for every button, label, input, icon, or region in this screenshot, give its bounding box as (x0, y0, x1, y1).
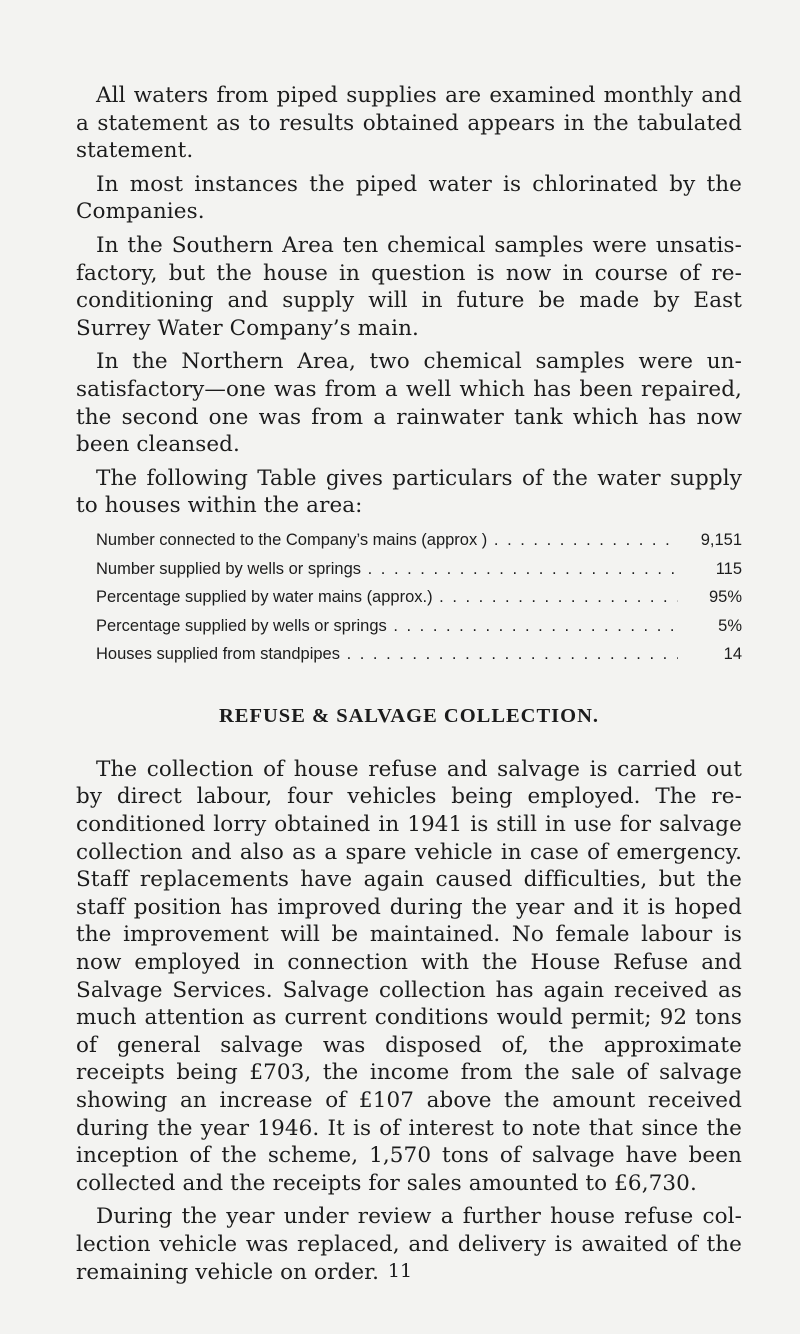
paragraph-vehicle-replacement: During the year under review a further house refuse col-lection vehicle was replaced, and delivery is awaited of the remaining vehicle on order. (76, 1204, 742, 1285)
table-row (76, 640, 742, 669)
water-supply-table (76, 526, 742, 669)
paragraph-refuse-collection: The collection of house refuse and salvage is carried out by direct labour, four vehicles being employed. The re-conditioned lorry obtained in 1941 is still in use for salvage collection and also as a spare vehicle in case of emergency. Staff replacements have again caused difficulties, but the staff position has improved during the year and it is hoped the improvement will be maintained. No female labour is now employed in connection with the House Refuse and Salvage Services. Salvage collection has again received as much attention as current conditions would permit; 92 tons of general salvage was disposed of, the approximate receipts being £703, the income from the sale of salvage showing an increase of £107 above the amount received during the year 1946. It is of interest to note that since the inception of the scheme, 1,570 tons of salvage have been collected and the receipts for sales amounted to £6,730. (76, 756, 742, 1196)
section-heading: REFUSE & SALVAGE COLLECTION. (218, 704, 599, 727)
table-row (76, 612, 742, 641)
paragraph-table-intro: The following Table gives particulars of the water supply to houses within the area: (76, 465, 742, 519)
table-row (76, 583, 742, 612)
table-row (76, 526, 742, 555)
row-label: Number connected to the Company’s mains (approx ) . . . (96, 526, 678, 555)
row-value: 14 (723, 645, 742, 664)
row-label: Houses supplied from standpipes . . . (96, 640, 678, 669)
paragraph-southern-area: In the Southern Area ten chemical samples were unsatis-factory, but the house in question is now in course of re-conditioning and supply will in future be made by East Surrey Water Company’s main. (76, 232, 742, 341)
paragraph-monthly-examination: All waters from piped supplies are examined monthly and a statement as to results obtained appears in the tabulated statement. (76, 83, 742, 164)
row-value: 95% (708, 588, 742, 607)
row-label: Percentage supplied by water mains (approx.) . . . (96, 583, 678, 612)
row-value: 5% (718, 616, 742, 635)
page-number: 11 (387, 1260, 413, 1282)
row-label: Number supplied by wells or springs . . . (96, 555, 678, 584)
paragraph-northern-area: In the Northern Area, two chemical samples were un-satisfactory—one was from a well which has been repaired, the second one was from a rainwater tank which has now been cleansed. (76, 349, 742, 458)
paragraph-chlorination: In most instances the piped water is chlorinated by the Companies. (76, 171, 742, 225)
row-label: Percentage supplied by wells or springs . . . (96, 612, 678, 641)
document-page (76, 82, 742, 1292)
row-value: 9,151 (700, 530, 742, 549)
table-row (76, 555, 742, 584)
row-value: 115 (715, 559, 742, 578)
